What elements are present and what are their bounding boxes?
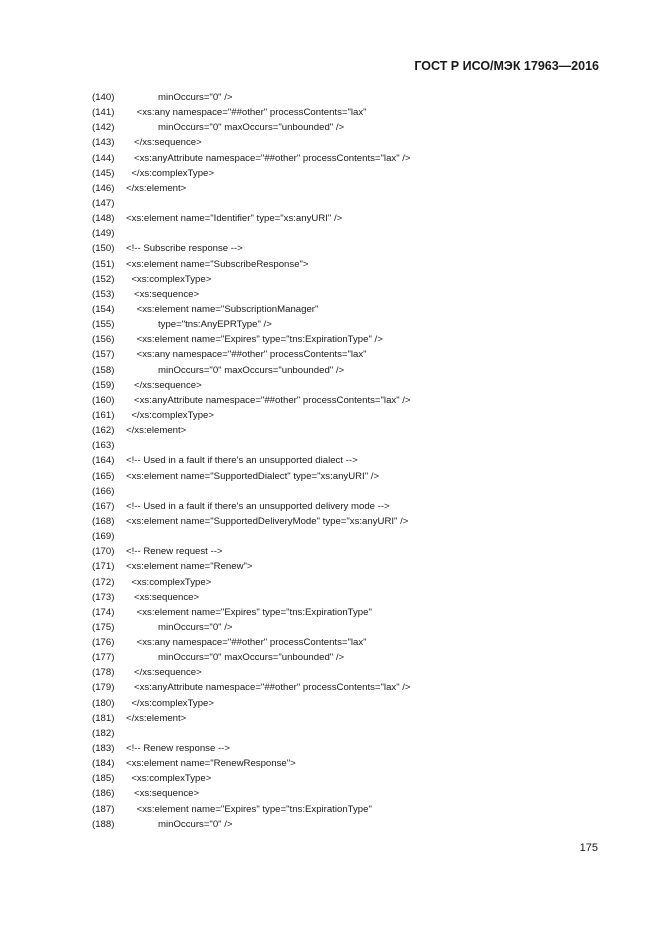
- line-number: (168): [92, 515, 115, 527]
- code-line: [0, 529, 661, 544]
- code-line: [0, 680, 661, 695]
- code-line: [0, 696, 661, 711]
- line-number: (158): [92, 364, 115, 376]
- line-code: <xs:element name="Expires" type="tns:ExpirationType": [126, 803, 372, 815]
- line-code: minOccurs="0" />: [126, 92, 233, 103]
- code-line: [0, 802, 661, 817]
- line-number: (183): [92, 743, 115, 755]
- code-line: [0, 514, 661, 529]
- line-code: minOccurs="0" maxOccurs="unbounded" />: [126, 122, 345, 134]
- line-code: <!-- Renew request -->: [126, 546, 223, 558]
- code-line: [0, 196, 661, 211]
- line-code: </xs:element>: [126, 182, 187, 194]
- code-line: [0, 363, 661, 378]
- line-number: (164): [92, 455, 115, 467]
- line-number: (157): [92, 349, 115, 361]
- code-line: [0, 756, 661, 771]
- code-line: [0, 438, 661, 453]
- code-line: [0, 559, 661, 574]
- line-number: (176): [92, 637, 115, 649]
- line-number: (154): [92, 303, 115, 315]
- line-number: (165): [92, 470, 115, 482]
- line-code: <xs:any namespace="##other" processContents="lax": [126, 637, 367, 649]
- line-number: (169): [92, 531, 115, 543]
- line-number: (152): [92, 273, 115, 285]
- code-listing: [0, 90, 661, 832]
- line-code: type="tns:AnyEPRType" />: [126, 319, 272, 331]
- line-number: (173): [92, 591, 115, 603]
- line-code: </xs:sequence>: [126, 379, 202, 391]
- code-line: [0, 665, 661, 680]
- code-line: [0, 181, 661, 196]
- line-number: (181): [92, 712, 115, 724]
- line-code: <xs:any namespace="##other" processContents="lax": [126, 107, 367, 119]
- line-code: </xs:element>: [126, 712, 187, 724]
- line-number: (171): [92, 561, 115, 573]
- line-code: <xs:complexType>: [126, 773, 212, 785]
- code-line: [0, 575, 661, 590]
- line-number: (172): [92, 576, 115, 588]
- line-number: (144): [92, 152, 115, 164]
- document-header: ГОСТ Р ИСО/МЭК 17963—2016: [414, 59, 599, 73]
- line-code: </xs:complexType>: [126, 167, 214, 179]
- line-code: <xs:element name="SupportedDialect" type="xs:anyURI" />: [126, 470, 380, 482]
- line-code: <xs:element name="RenewResponse">: [126, 758, 296, 770]
- line-number: (188): [92, 818, 115, 830]
- line-code: <xs:element name="Identifier" type="xs:anyURI" />: [126, 213, 343, 225]
- line-number: (180): [92, 697, 115, 709]
- line-number: (187): [92, 803, 115, 815]
- code-line: [0, 650, 661, 665]
- line-code: </xs:sequence>: [126, 667, 202, 679]
- line-code: minOccurs="0" />: [126, 621, 233, 633]
- line-code: <xs:any namespace="##other" processContents="lax": [126, 349, 367, 361]
- line-number: (151): [92, 258, 115, 270]
- line-number: (163): [92, 440, 115, 452]
- line-number: (185): [92, 773, 115, 785]
- line-code: <!-- Used in a fault if there's an unsupported dialect -->: [126, 455, 358, 467]
- line-code: </xs:element>: [126, 425, 187, 437]
- code-line: [0, 620, 661, 635]
- line-number: (147): [92, 197, 115, 209]
- code-line: [0, 484, 661, 499]
- line-number: (159): [92, 379, 115, 391]
- line-number: (182): [92, 727, 115, 739]
- line-code: <xs:sequence>: [126, 788, 200, 800]
- line-number: (148): [92, 213, 115, 225]
- line-number: (153): [92, 288, 115, 300]
- line-number: (145): [92, 167, 115, 179]
- code-line: [0, 135, 661, 150]
- code-line: [0, 257, 661, 272]
- code-line: [0, 105, 661, 120]
- code-line: [0, 151, 661, 166]
- code-line: [0, 120, 661, 135]
- code-line: [0, 378, 661, 393]
- line-code: <xs:element name="SupportedDeliveryMode" type="xs:anyURI" />: [126, 515, 409, 527]
- line-code: <xs:sequence>: [126, 288, 200, 300]
- code-line: [0, 726, 661, 741]
- line-number: (179): [92, 682, 115, 694]
- code-line: [0, 317, 661, 332]
- line-code: <xs:element name="Expires" type="tns:ExpirationType": [126, 606, 372, 618]
- line-code: </xs:sequence>: [126, 137, 202, 149]
- line-number: (142): [92, 122, 115, 134]
- line-code: <xs:sequence>: [126, 591, 200, 603]
- code-line: [0, 226, 661, 241]
- line-number: (184): [92, 758, 115, 770]
- line-code: minOccurs="0" />: [126, 818, 233, 830]
- code-line: [0, 332, 661, 347]
- code-line: [0, 786, 661, 801]
- code-line: [0, 590, 661, 605]
- line-number: (160): [92, 394, 115, 406]
- line-number: (141): [92, 107, 115, 119]
- code-line: [0, 771, 661, 786]
- line-code: minOccurs="0" maxOccurs="unbounded" />: [126, 364, 345, 376]
- code-line: [0, 544, 661, 559]
- code-line: [0, 272, 661, 287]
- line-number: (186): [92, 788, 115, 800]
- code-line: [0, 211, 661, 226]
- code-line: [0, 499, 661, 514]
- code-line: [0, 635, 661, 650]
- line-number: (175): [92, 621, 115, 633]
- line-code: <!-- Used in a fault if there's an unsupported delivery mode -->: [126, 500, 390, 512]
- line-number: (155): [92, 319, 115, 331]
- code-line: [0, 347, 661, 362]
- line-code: </xs:complexType>: [126, 409, 214, 421]
- line-number: (149): [92, 228, 115, 240]
- code-line: [0, 453, 661, 468]
- line-code: <xs:complexType>: [126, 576, 212, 588]
- line-code: <!-- Subscribe response -->: [126, 243, 243, 255]
- line-number: (174): [92, 606, 115, 618]
- code-line: [0, 711, 661, 726]
- line-code: <xs:element name="SubscriptionManager": [126, 303, 319, 315]
- code-line: [0, 741, 661, 756]
- line-code: <xs:anyAttribute namespace="##other" processContents="lax" />: [126, 152, 411, 164]
- line-number: (161): [92, 409, 115, 421]
- code-line: [0, 90, 661, 105]
- line-number: (156): [92, 334, 115, 346]
- line-number: (177): [92, 652, 115, 664]
- page-number: 175: [579, 842, 598, 854]
- line-number: (166): [92, 485, 115, 497]
- line-code: minOccurs="0" maxOccurs="unbounded" />: [126, 652, 345, 664]
- code-line: [0, 241, 661, 256]
- line-code: <!-- Renew response -->: [126, 743, 230, 755]
- code-line: [0, 287, 661, 302]
- code-line: [0, 166, 661, 181]
- code-line: [0, 423, 661, 438]
- line-code: </xs:complexType>: [126, 697, 214, 709]
- line-code: <xs:element name="Renew">: [126, 561, 253, 573]
- code-line: [0, 605, 661, 620]
- code-line: [0, 469, 661, 484]
- line-code: <xs:anyAttribute namespace="##other" processContents="lax" />: [126, 394, 411, 406]
- line-number: (167): [92, 500, 115, 512]
- line-number: (162): [92, 425, 115, 437]
- line-code: <xs:anyAttribute namespace="##other" processContents="lax" />: [126, 682, 411, 694]
- code-line: [0, 302, 661, 317]
- line-number: (170): [92, 546, 115, 558]
- line-code: <xs:complexType>: [126, 273, 212, 285]
- line-number: (143): [92, 137, 115, 149]
- line-number: (150): [92, 243, 115, 255]
- code-line: [0, 393, 661, 408]
- line-number: (146): [92, 182, 115, 194]
- code-line: [0, 817, 661, 832]
- line-code: <xs:element name="SubscribeResponse">: [126, 258, 309, 270]
- line-number: (140): [92, 92, 115, 103]
- line-code: <xs:element name="Expires" type="tns:ExpirationType" />: [126, 334, 383, 346]
- code-line: [0, 408, 661, 423]
- line-number: (178): [92, 667, 115, 679]
